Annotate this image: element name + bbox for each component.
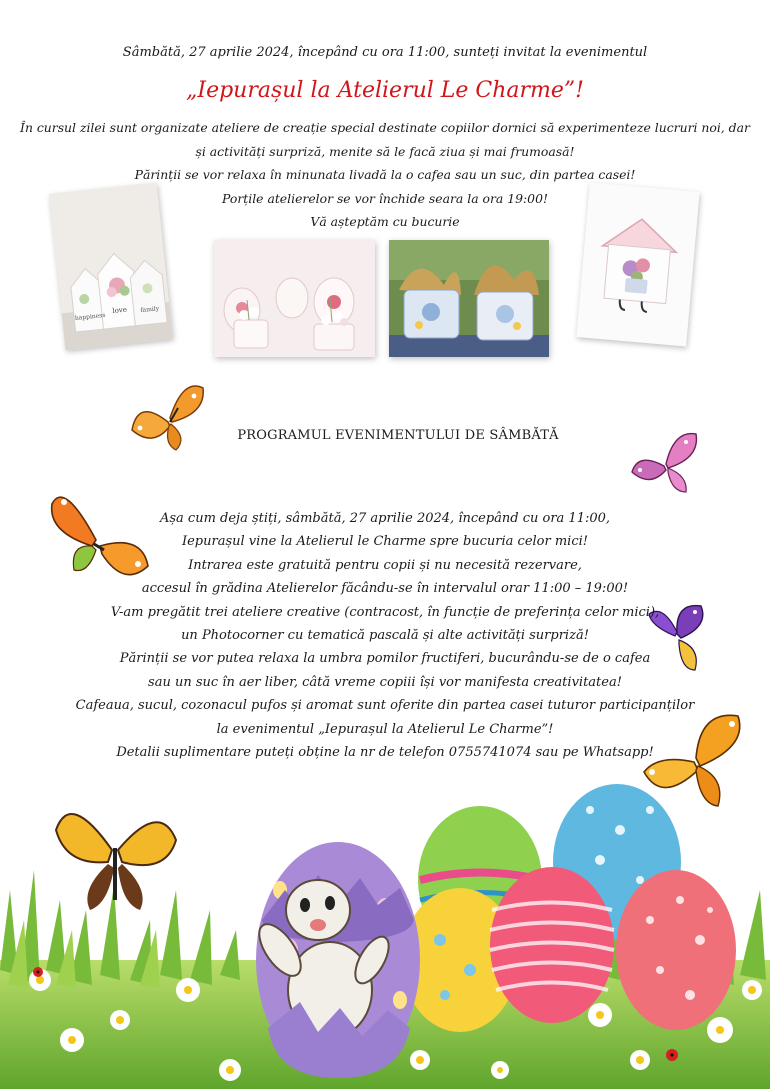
program-line: accesul în grădina Atelierelor făcându-se în intervalul orar 11:00 – 19:00!: [141, 581, 629, 597]
photo-wooden-houses: [49, 183, 173, 350]
program-line: Iepurașul vine la Atelierul le Charme spre bucuria celor mici!: [181, 534, 589, 550]
program-line: la evenimentul „Iepurașul la Atelierul Le Charme”!: [216, 721, 554, 737]
description-line: În cursul zilei sunt organizate ateliere de creație special destinate copiilor dornici să experimenteze lucruri noi, dar: [20, 120, 750, 135]
house-text-family: family: [140, 305, 160, 315]
program-line: Așa cum deja știți, sâmbătă, 27 aprilie 2024, începând cu ora 11:00,: [159, 511, 611, 526]
photo-birdhouse-keyholder: [576, 183, 699, 347]
butterfly-orange-left: [128, 378, 208, 456]
program-line: un Photocorner cu tematică pascală și alte activități surpriză!: [181, 628, 589, 644]
description-line: Porțile atelierelor se vor închide seara la ora 19:00!: [222, 190, 548, 206]
event-title: „Iepurașul la Atelierul Le Charme”!: [185, 78, 585, 103]
description-line: și activități surpriză, menite să le facă ziua și mai frumoasă!: [195, 143, 575, 159]
easter-meadow-illustration: [0, 770, 770, 1089]
description-line: Părinții se vor relaxa în minunata livadă la o cafea sau un suc, din partea casei!: [134, 167, 636, 182]
house-text-love: love: [111, 305, 128, 316]
program-line: Părinții se vor putea relaxa la umbra pomilor fructiferi, bucurându-se de o cafea: [119, 651, 651, 667]
butterfly-brown-icon: [56, 814, 176, 910]
intro-text: Sâmbătă, 27 aprilie 2024, începând cu ora 11:00, sunteți invitat la evenimentul: [122, 45, 648, 60]
description-line: Vă așteptăm cu bucurie: [310, 214, 460, 229]
program-line: Cafeaua, sucul, cozonacul pufos și aromat sunt oferite din partea casei tuturor participanților: [75, 698, 695, 714]
house-text-happiness: happiness: [74, 311, 106, 323]
program-text: [0, 507, 770, 764]
ladybug-icon: [666, 1049, 678, 1061]
photo-grass-jars: [389, 240, 549, 357]
program-line: V-am pregătit trei ateliere creative (contracost, în funcție de preferința celor mici),: [110, 604, 660, 620]
program-line: Detalii suplimentare puteți obține la nr de telefon 0755741074 sau pe Whatsapp!: [116, 745, 654, 761]
program-line: sau un suc în aer liber, câtă vreme copiii își vor manifesta creativitatea!: [148, 674, 622, 690]
photo-decoupage-eggs: [214, 240, 375, 357]
program-title: PROGRAMUL EVENIMENTULUI DE SÂMBĂTĂ: [237, 428, 559, 443]
program-line: Intrarea este gratuită pentru copii și nu necesită rezervare,: [188, 557, 582, 573]
ladybug-icon: [33, 967, 43, 977]
